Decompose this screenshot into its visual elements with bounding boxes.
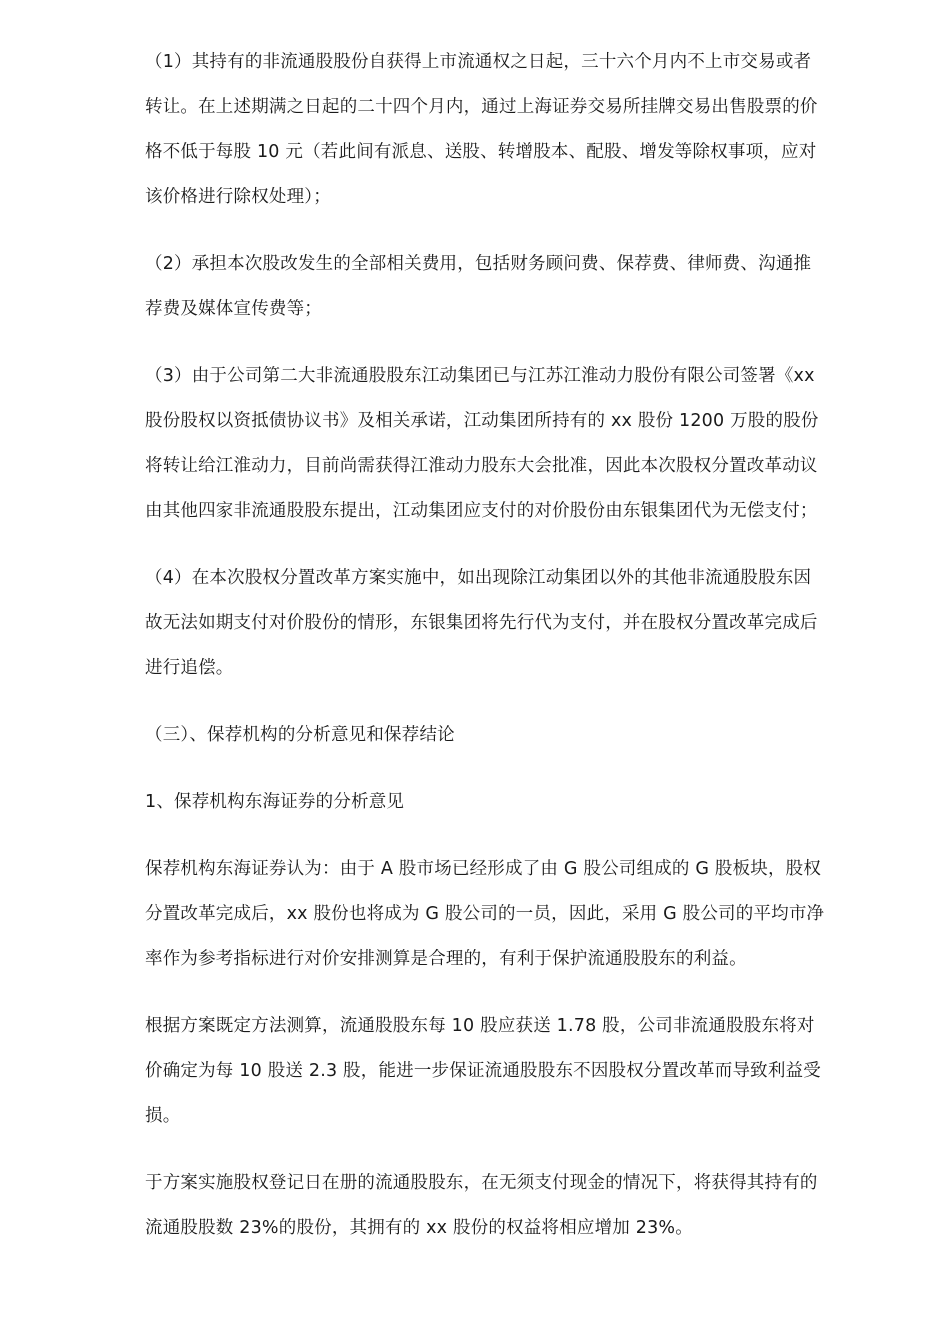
text-line: 于方案实施股权登记日在册的流通股股东，在无须支付现金的情况下，将获得其持有的 xyxy=(145,1173,818,1193)
commitment-paragraph-3 xyxy=(145,354,875,534)
commitment-paragraph-4 xyxy=(145,556,875,691)
text-line: （三）、保荐机构的分析意见和保荐结论 xyxy=(145,725,455,745)
commitment-paragraph-1 xyxy=(145,40,875,220)
text-line: 由其他四家非流通股股东提出，江动集团应支付的对价股份由东银集团代为无偿支付； xyxy=(145,501,818,521)
text-line: （1）其持有的非流通股股份自获得上市流通权之日起，三十六个月内不上市交易或者 xyxy=(145,52,812,72)
commitment-paragraph-2 xyxy=(145,242,875,332)
text-line: 进行追偿。 xyxy=(145,658,234,678)
text-line: 流通股股数 23%的股份，其拥有的 xx 股份的权益将相应增加 23%。 xyxy=(145,1218,693,1238)
result-paragraph xyxy=(145,1161,875,1251)
text-line: 1、保荐机构东海证券的分析意见 xyxy=(145,792,405,812)
text-line: 损。 xyxy=(145,1106,181,1126)
text-line: 分置改革完成后，xx 股份也将成为 G 股公司的一员，因此，采用 G 股公司的平均市净 xyxy=(145,904,825,924)
text-line: 保荐机构东海证券认为：由于 A 股市场已经形成了由 G 股公司组成的 G 股板块，股权 xyxy=(145,859,822,879)
text-line: （4）在本次股权分置改革方案实施中，如出现除江动集团以外的其他非流通股股东因 xyxy=(145,568,812,588)
text-line: 股份股权以资抵债协议书》及相关承诺，江动集团所持有的 xx 股份 1200 万股的股份 xyxy=(145,411,819,431)
text-line: 荐费及媒体宣传费等； xyxy=(145,299,322,319)
text-line: 根据方案既定方法测算，流通股股东每 10 股应获送 1.78 股，公司非流通股股东将对 xyxy=(145,1016,815,1036)
text-line: （2）承担本次股改发生的全部相关费用，包括财务顾问费、保荐费、律师费、沟通推 xyxy=(145,254,812,274)
analysis-paragraph xyxy=(145,847,875,982)
text-line: 将转让给江淮动力，目前尚需获得江淮动力股东大会批准，因此本次股权分置改革动议 xyxy=(145,456,818,476)
calculation-paragraph xyxy=(145,1004,875,1139)
text-line: （3）由于公司第二大非流通股股东江动集团已与江苏江淮动力股份有限公司签署《xx xyxy=(145,366,815,386)
text-line: 率作为参考指标进行对价安排测算是合理的，有利于保护流通股股东的利益。 xyxy=(145,949,747,969)
section-heading xyxy=(145,713,875,758)
text-line: 价确定为每 10 股送 2.3 股，能进一步保证流通股股东不因股权分置改革而导致利益受 xyxy=(145,1061,821,1081)
text-line: 转让。在上述期满之日起的二十四个月内，通过上海证券交易所挂牌交易出售股票的价 xyxy=(145,97,818,117)
subsection-heading xyxy=(145,780,875,825)
document-page xyxy=(145,40,875,1273)
text-line: 故无法如期支付对价股份的情形，东银集团将先行代为支付，并在股权分置改革完成后 xyxy=(145,613,818,633)
text-line: 格不低于每股 10 元（若此间有派息、送股、转增股本、配股、增发等除权事项，应对 xyxy=(145,142,817,162)
text-line: 该价格进行除权处理）； xyxy=(145,187,331,207)
